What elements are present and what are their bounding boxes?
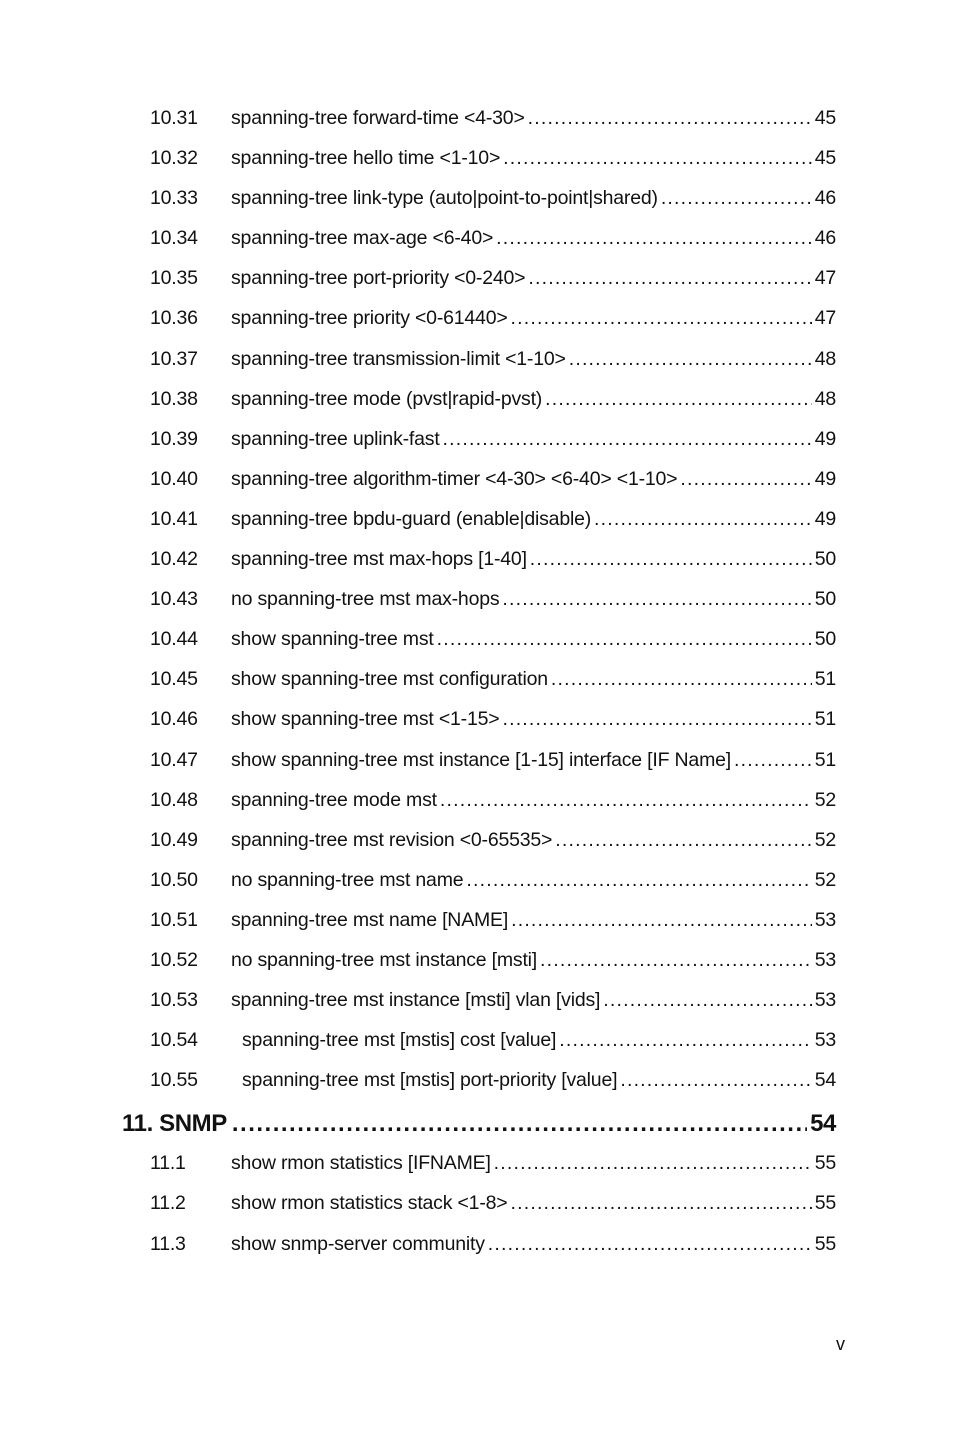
toc-section-list-11 <box>0 1152 954 1272</box>
toc-entry-page: 50 <box>814 628 836 651</box>
toc-dot-leader <box>620 1069 811 1092</box>
toc-entry[interactable] <box>150 187 836 227</box>
toc-dot-leader <box>530 548 812 571</box>
toc-entry-title: show rmon statistics [IFNAME] <box>231 1152 491 1175</box>
toc-entry-title: spanning-tree uplink-fast <box>231 427 440 450</box>
toc-entry-number: 11.2 <box>150 1192 186 1215</box>
toc-dot-leader <box>437 628 812 651</box>
toc-entry-title: spanning-tree link-type (auto|point-to-point|shared) <box>231 187 658 210</box>
toc-entry-number: 10.36 <box>150 307 198 330</box>
toc-entry[interactable] <box>150 708 836 748</box>
toc-entry-page: 48 <box>814 387 836 410</box>
toc-entry-number: 10.35 <box>150 267 198 290</box>
toc-dot-leader <box>594 508 812 531</box>
toc-dot-leader <box>494 1152 812 1175</box>
toc-entry-title: spanning-tree mode (pvst|rapid-pvst) <box>231 387 543 410</box>
toc-entry-page: 46 <box>814 227 836 250</box>
toc-entry-title: no spanning-tree mst instance [msti] <box>231 948 538 971</box>
toc-dot-leader <box>661 187 812 210</box>
toc-entry-page: 50 <box>814 588 836 611</box>
toc-entry[interactable] <box>150 548 836 588</box>
toc-entry[interactable] <box>150 227 836 267</box>
toc-dot-leader <box>540 949 812 972</box>
toc-chapter-page: 54 <box>810 1110 836 1138</box>
toc-entry-title: spanning-tree mode mst <box>231 788 437 811</box>
toc-entry-page: 51 <box>814 708 836 731</box>
toc-dot-leader <box>502 708 811 731</box>
toc-dot-leader <box>559 1029 811 1052</box>
toc-entry-title: spanning-tree mst instance [msti] vlan [vids] <box>231 989 601 1012</box>
toc-entry[interactable] <box>150 147 836 187</box>
toc-entry-page: 46 <box>814 187 836 210</box>
toc-entry-page: 49 <box>814 467 836 490</box>
toc-dot-leader <box>440 789 812 812</box>
toc-entry-number: 10.31 <box>150 107 198 129</box>
toc-dot-leader <box>510 1192 811 1215</box>
toc-dot-leader <box>680 468 811 491</box>
toc-dot-leader <box>232 1110 807 1138</box>
toc-entry-number: 10.47 <box>150 748 198 771</box>
toc-entry-title: spanning-tree forward-time <4-30> <box>231 107 525 129</box>
toc-entry-number: 10.34 <box>150 227 198 250</box>
toc-entry-page: 52 <box>814 828 836 851</box>
page-number: v <box>836 1334 845 1354</box>
toc-entry-title: spanning-tree max-age <6-40> <box>231 227 494 250</box>
toc-dot-leader <box>603 989 811 1012</box>
toc-entry-title: show spanning-tree mst configuration <box>231 668 548 691</box>
toc-entry-number: 10.33 <box>150 187 198 210</box>
toc-entry-number: 10.37 <box>150 347 198 370</box>
toc-entry-title: show spanning-tree mst instance [1-15] interface [IF Name] <box>231 748 731 771</box>
toc-entry[interactable] <box>150 1029 836 1069</box>
toc-dot-leader <box>555 829 811 852</box>
toc-entry-number: 10.48 <box>150 788 198 811</box>
toc-entry-page: 49 <box>814 427 836 450</box>
toc-entry-number: 10.51 <box>150 908 198 931</box>
toc-entry-title: spanning-tree priority <0-61440> <box>231 307 508 330</box>
toc-entry-title: show rmon statistics stack <1-8> <box>231 1192 508 1215</box>
toc-entry[interactable] <box>150 628 836 668</box>
toc-entry-title: spanning-tree algorithm-timer <4-30> <6-40> <1-10> <box>231 467 678 490</box>
toc-entry-number: 10.32 <box>150 147 198 170</box>
toc-entry-title: spanning-tree port-priority <0-240> <box>231 267 526 290</box>
toc-entry[interactable] <box>150 307 836 347</box>
toc-entry-title: spanning-tree mst revision <0-65535> <box>231 828 553 851</box>
toc-dot-leader <box>466 869 811 892</box>
toc-entry-page: 47 <box>814 307 836 330</box>
toc-entry-page: 53 <box>814 908 836 931</box>
toc-entry-page: 52 <box>814 788 836 811</box>
toc-dot-leader <box>569 348 812 371</box>
toc-entry[interactable] <box>150 388 836 428</box>
toc-entry-number: 10.55 <box>150 1069 198 1092</box>
toc-entry-number: 10.39 <box>150 427 198 450</box>
toc-dot-leader <box>502 588 811 611</box>
toc-entry[interactable] <box>150 829 836 869</box>
toc-entry-title: spanning-tree mst [mstis] port-priority [value] <box>242 1069 618 1092</box>
toc-entry[interactable] <box>150 869 836 909</box>
toc-entry-page: 53 <box>814 989 836 1012</box>
toc-dot-leader <box>511 909 812 932</box>
toc-entry-title: spanning-tree mst name [NAME] <box>231 908 509 931</box>
toc-entry-page: 50 <box>814 548 836 571</box>
toc-entry-page: 49 <box>814 507 836 530</box>
toc-entry-title: spanning-tree bpdu-guard (enable|disable) <box>231 507 592 530</box>
toc-entry-page: 53 <box>814 948 836 971</box>
toc-entry[interactable] <box>150 1192 836 1232</box>
toc-dot-leader <box>443 428 812 451</box>
toc-entry-number: 10.54 <box>150 1029 198 1052</box>
toc-entry-number: 11.3 <box>150 1232 186 1255</box>
toc-entry-number: 10.44 <box>150 628 198 651</box>
toc-entry-title: show spanning-tree mst <box>231 628 434 651</box>
toc-dot-leader <box>528 107 812 130</box>
toc-chapter-entry[interactable] <box>122 1110 836 1152</box>
toc-entry[interactable] <box>150 989 836 1029</box>
toc-dot-leader <box>551 668 812 691</box>
toc-dot-leader <box>503 147 812 170</box>
toc-entry[interactable] <box>150 588 836 628</box>
table-of-contents <box>0 107 954 1273</box>
toc-entry-title: spanning-tree hello time <1-10> <box>231 147 501 170</box>
toc-entry-number: 10.42 <box>150 548 198 571</box>
toc-entry[interactable] <box>150 267 836 307</box>
toc-dot-leader <box>511 307 812 330</box>
toc-entry-page: 52 <box>814 868 836 891</box>
toc-chapter-title: 11. SNMP <box>122 1110 227 1138</box>
toc-entry[interactable] <box>150 348 836 388</box>
toc-entry-number: 10.43 <box>150 588 198 611</box>
toc-entry-page: 45 <box>814 147 836 170</box>
toc-entry[interactable] <box>150 668 836 708</box>
toc-entry-title: spanning-tree mst [mstis] cost [value] <box>242 1029 557 1052</box>
toc-entry-title: show snmp-server community <box>231 1232 485 1255</box>
toc-entry-page: 53 <box>814 1029 836 1052</box>
toc-entry[interactable] <box>150 749 836 789</box>
toc-entry-page: 55 <box>814 1232 836 1255</box>
toc-entry-number: 10.45 <box>150 668 198 691</box>
toc-entry-title: spanning-tree transmission-limit <1-10> <box>231 347 566 370</box>
toc-entry[interactable] <box>150 107 836 147</box>
toc-entry-title: no spanning-tree mst name <box>231 868 464 891</box>
toc-entry[interactable] <box>150 468 836 508</box>
toc-entry-number: 11.1 <box>150 1152 186 1175</box>
toc-entry-number: 10.52 <box>150 948 198 971</box>
toc-entry[interactable] <box>150 1069 836 1109</box>
toc-section-list-10 <box>0 107 954 1109</box>
toc-entry[interactable] <box>150 1233 836 1273</box>
toc-entry-title: show spanning-tree mst <1-15> <box>231 708 500 731</box>
toc-entry-page: 48 <box>814 347 836 370</box>
toc-entry[interactable] <box>150 789 836 829</box>
toc-entry-number: 10.40 <box>150 467 198 490</box>
toc-dot-leader <box>545 388 812 411</box>
toc-entry-page: 51 <box>814 668 836 691</box>
toc-entry-title: spanning-tree mst max-hops [1-40] <box>231 548 527 571</box>
toc-entry-number: 10.41 <box>150 507 198 530</box>
toc-entry-number: 10.46 <box>150 708 198 731</box>
toc-entry-page: 55 <box>814 1192 836 1215</box>
toc-entry-page: 45 <box>814 107 836 129</box>
toc-entry-number: 10.53 <box>150 989 198 1012</box>
toc-entry[interactable] <box>150 508 836 548</box>
toc-entry-number: 10.38 <box>150 387 198 410</box>
toc-entry-page: 51 <box>814 748 836 771</box>
toc-dot-leader <box>496 227 812 250</box>
toc-entry-number: 10.49 <box>150 828 198 851</box>
toc-dot-leader <box>528 267 811 290</box>
toc-dot-leader <box>734 749 812 772</box>
toc-dot-leader <box>488 1233 812 1256</box>
toc-entry-page: 54 <box>814 1069 836 1092</box>
toc-entry-title: no spanning-tree mst max-hops <box>231 588 500 611</box>
toc-entry[interactable] <box>150 909 836 949</box>
toc-entry-page: 55 <box>814 1152 836 1175</box>
toc-entry[interactable] <box>150 949 836 989</box>
toc-entry-page: 47 <box>814 267 836 290</box>
toc-entry[interactable] <box>150 1152 836 1192</box>
toc-entry-number: 10.50 <box>150 868 198 891</box>
toc-entry[interactable] <box>150 428 836 468</box>
